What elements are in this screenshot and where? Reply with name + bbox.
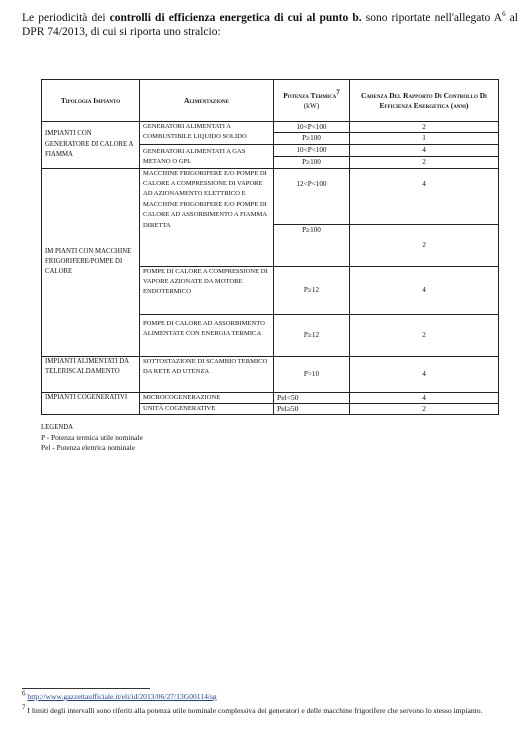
intro-text-2: sono riportate nell'allegato A xyxy=(361,12,503,24)
alimentazione-cell: GENERATORI ALIMENTATI A GAS METANO O GPL xyxy=(140,144,274,168)
potenza-cell: 12<P<100 xyxy=(274,168,350,224)
potenza-cell: P≥12 xyxy=(274,266,350,314)
footnote-7-text: I limiti degli intervalli sono riferiti alla potenza utile nominale complessiva dei generatori e delle macchine frigorifere che servono lo stesso impianto. xyxy=(25,706,483,715)
cadenza-cell: 2 xyxy=(350,314,499,356)
header-alimentazione: Alimentazione xyxy=(140,80,274,122)
potenza-cell: P≥100 xyxy=(274,224,350,266)
intro-text-1: Le periodicità dei xyxy=(22,12,110,24)
potenza-cell: Pel≥50 xyxy=(274,404,350,415)
intro-bold-text: controlli di efficienza energetica di cui al punto b. xyxy=(109,12,362,24)
footnote-6 xyxy=(22,689,512,702)
cadenza-cell: 2 xyxy=(350,122,499,133)
table-row xyxy=(42,356,499,392)
legend xyxy=(41,423,143,453)
potenza-cell: 10<P<100 xyxy=(274,144,350,156)
tipologia-cell: IM PIANTI CON MACCHINE FRIGORIFERE/POMPE DI CALORE xyxy=(42,168,140,356)
header-cadenza: Cadenza Del Rapporto Di Controllo Di Efficienza Energetica (anni) xyxy=(350,80,499,122)
alimentazione-cell: POMPE DI CALORE A COMPRESSIONE DI VAPORE AZIONATE DA MOTORE ENDOTERMICO xyxy=(140,266,274,314)
alimentazione-cell: POMPE DI CALORE AD ASSORBIMENTO ALIMENTATE CON ENERGIA TERMICA xyxy=(140,314,274,356)
alimentazione-cell: GENERATORI ALIMENTATI A COMBUSTIBILE LIQUIDO SOLIDO xyxy=(140,122,274,145)
alimentazione-cell: MICROCOGENERAZIONE xyxy=(140,392,274,403)
cadenza-cell: 4 xyxy=(350,392,499,403)
alimentazione-cell: MACCHINE FRIGORIFERE E/O POMPE DI CALORE A COMPRESSIONE DI VAPORE AD AZIONAMENTO ELETTRICO E MACCHINE FRIGORIFERE E/O POMPE DI CALORE AD ASSORBIMENTO A FIAMMA DIRETTA xyxy=(140,168,274,266)
header-tipologia: Tipologia Impianto xyxy=(42,80,140,122)
potenza-cell: P>10 xyxy=(274,356,350,392)
potenza-cell: P≥12 xyxy=(274,314,350,356)
footnote-ref-7: 7 xyxy=(336,88,340,97)
cadenza-cell: 2 xyxy=(350,224,499,266)
cadenza-cell: 4 xyxy=(350,144,499,156)
cadenza-cell: 4 xyxy=(350,266,499,314)
cadenza-cell: 1 xyxy=(350,133,499,144)
cadenza-cell: 2 xyxy=(350,404,499,415)
footnote-6-link[interactable]: http://www.gazzettaufficiale.it/eli/id/2013/06/27/13G00114/sg xyxy=(27,692,217,701)
alimentazione-cell: SOTTOSTAZIONE DI SCAMBIO TERMICO DA RETE AD UTENZA xyxy=(140,356,274,392)
footnote-7 xyxy=(22,703,512,716)
legend-title: LEGENDA xyxy=(41,424,74,431)
legend-p: P - Potenza termica utile nominale xyxy=(41,433,143,442)
potenza-cell: P≥100 xyxy=(274,133,350,144)
cadenza-cell: 4 xyxy=(350,168,499,224)
header-potenza-label: Potenza Termica xyxy=(283,90,337,100)
potenza-cell: Pel<50 xyxy=(274,392,350,403)
periodicity-table xyxy=(41,79,499,415)
tipologia-cell: IMPIANTI COGENERATIVI xyxy=(42,392,140,415)
table-header-row xyxy=(42,80,499,122)
intro-text-3: al DPR 74/2013, di cui si riporta uno stralcio: xyxy=(22,12,518,38)
cadenza-cell: 4 xyxy=(350,356,499,392)
potenza-cell: P≥100 xyxy=(274,156,350,168)
footnote-separator xyxy=(22,688,150,689)
potenza-cell: 10<P<100 xyxy=(274,122,350,133)
alimentazione-cell: UNITÀ COGENERATIVE xyxy=(140,404,274,415)
cadenza-cell: 2 xyxy=(350,156,499,168)
header-potenza-unit: (kW) xyxy=(303,100,320,110)
legend-pel: Pel - Potenza elettrica nominale xyxy=(41,443,135,452)
table-row xyxy=(42,122,499,133)
header-potenza xyxy=(274,80,350,122)
tipologia-cell: IMPIANTI ALIMENTATI DA TELERISCALDAMENTO xyxy=(42,356,140,392)
footnote-7-number: 7 xyxy=(22,703,26,712)
intro-paragraph xyxy=(22,11,518,39)
table-row xyxy=(42,168,499,224)
tipologia-cell: IMPIANTI CON GENERATORE DI CALORE A FIAMMA xyxy=(42,122,140,169)
footnote-ref-6: 6 xyxy=(502,10,506,19)
table-row xyxy=(42,392,499,403)
footnote-6-number: 6 xyxy=(22,689,26,698)
